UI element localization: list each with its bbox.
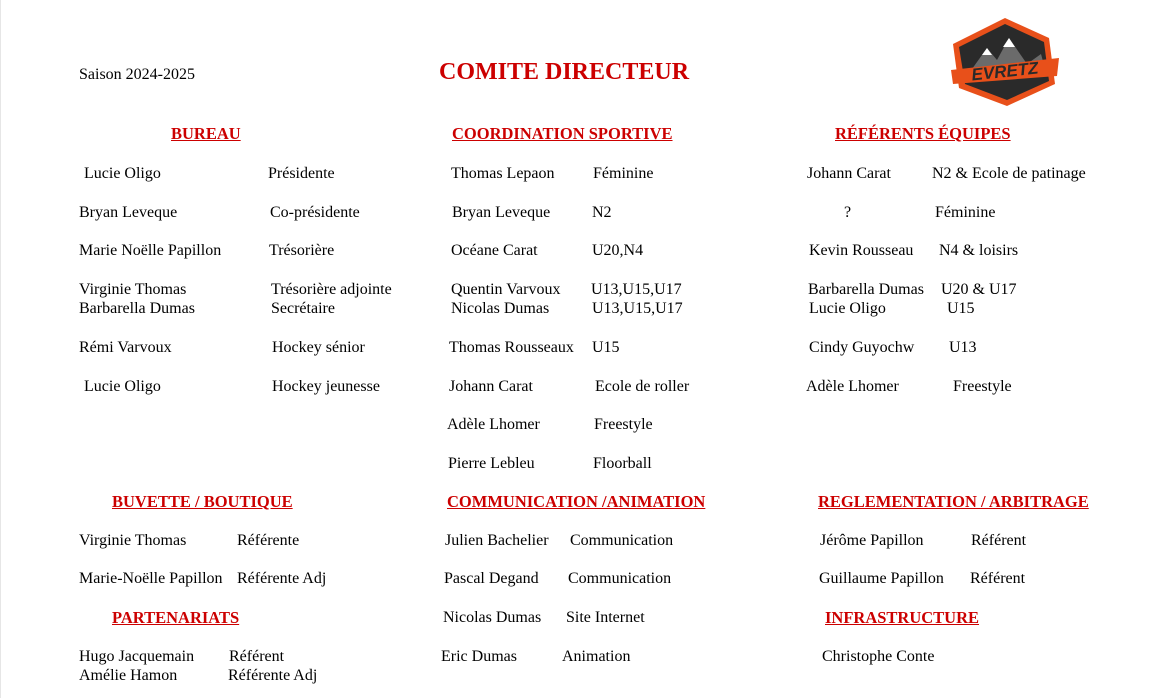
referent-name: Cindy Guyochw: [809, 339, 915, 356]
partenariats-name: Hugo Jacquemain: [79, 648, 195, 665]
communication-name: Eric Dumas: [441, 648, 517, 665]
reglementation-role: Référent: [971, 532, 1027, 549]
bureau-role: Hockey jeunesse: [272, 378, 380, 395]
coordination-name: Thomas Lepaon: [451, 165, 555, 182]
partenariats-heading: PARTENARIATS: [112, 608, 240, 627]
coordination-name: Nicolas Dumas: [451, 300, 550, 317]
partenariats-role: Référent: [229, 648, 285, 665]
buvette-role: Référente Adj: [237, 570, 327, 587]
season-label: Saison 2024-2025: [79, 66, 195, 83]
communication-name: Pascal Degand: [444, 570, 539, 587]
referent-name: Kevin Rousseau: [809, 242, 914, 259]
coordination-heading: COORDINATION SPORTIVE: [452, 124, 673, 143]
bureau-name: Marie Noëlle Papillon: [79, 242, 222, 259]
referents-heading: RÉFÉRENTS ÉQUIPES: [835, 124, 1011, 143]
coordination-role: U20,N4: [592, 242, 644, 259]
coordination-name: Thomas Rousseaux: [449, 339, 574, 356]
communication-name: Julien Bachelier: [445, 532, 549, 549]
coordination-role: U13,U15,U17: [592, 300, 683, 317]
buvette-name: Virginie Thomas: [79, 532, 187, 549]
partenariats-role: Référente Adj: [228, 667, 318, 684]
referent-role: Féminine: [935, 204, 996, 221]
reglementation-heading: REGLEMENTATION / ARBITRAGE: [818, 492, 1089, 511]
infrastructure-name: Christophe Conte: [822, 648, 935, 665]
bureau-role: Hockey sénior: [272, 339, 365, 356]
coordination-name: Johann Carat: [449, 378, 533, 395]
reglementation-name: Guillaume Papillon: [819, 570, 944, 587]
referent-name: ?: [844, 204, 852, 221]
coordination-role: U15: [592, 339, 620, 356]
coordination-name: Pierre Lebleu: [448, 455, 535, 472]
partenariats-name: Amélie Hamon: [79, 667, 178, 684]
referent-role: U13: [949, 339, 977, 356]
communication-role: Communication: [570, 532, 674, 549]
coordination-role: Ecole de roller: [595, 378, 690, 395]
coordination-role: U13,U15,U17: [591, 281, 682, 298]
bureau-role: Trésorière: [269, 242, 335, 259]
communication-name: Nicolas Dumas: [443, 609, 542, 626]
bureau-heading: BUREAU: [171, 124, 241, 143]
referent-role: U20 & U17: [941, 281, 1017, 298]
referent-name: Adèle Lhomer: [806, 378, 899, 395]
referent-name: Barbarella Dumas: [808, 281, 924, 298]
coordination-role: N2: [592, 204, 612, 221]
communication-heading: COMMUNICATION /ANIMATION: [447, 492, 706, 511]
referent-name: Lucie Oligo: [809, 300, 886, 317]
referent-name: Johann Carat: [807, 165, 891, 182]
page-title: COMITE DIRECTEUR: [439, 59, 690, 85]
bureau-role: Co-présidente: [270, 204, 360, 221]
bureau-name: Virginie Thomas: [79, 281, 187, 298]
communication-role: Communication: [568, 570, 672, 587]
reglementation-name: Jérôme Papillon: [820, 532, 924, 549]
coordination-name: Bryan Leveque: [452, 204, 551, 221]
bureau-name: Lucie Oligo: [84, 378, 161, 395]
club-logo: [945, 14, 1065, 110]
bureau-name: Lucie Oligo: [84, 165, 161, 182]
referent-role: N4 & loisirs: [939, 242, 1019, 259]
coordination-name: Océane Carat: [451, 242, 538, 259]
coordination-role: Féminine: [593, 165, 654, 182]
bureau-name: Barbarella Dumas: [79, 300, 195, 317]
bureau-name: Rémi Varvoux: [79, 339, 172, 356]
coordination-name: Quentin Varvoux: [451, 281, 561, 298]
coordination-role: Floorball: [593, 455, 652, 472]
referent-role: Freestyle: [953, 378, 1012, 395]
coordination-name: Adèle Lhomer: [447, 416, 540, 433]
logo-text: EVRETZ: [970, 58, 1040, 85]
communication-role: Animation: [562, 648, 631, 665]
bureau-name: Bryan Leveque: [79, 204, 178, 221]
referent-role: N2 & Ecole de patinage: [932, 165, 1086, 182]
buvette-heading: BUVETTE / BOUTIQUE: [112, 492, 293, 511]
buvette-role: Référente: [237, 532, 300, 549]
bureau-role: Secrétaire: [271, 300, 335, 317]
buvette-name: Marie-Noëlle Papillon: [79, 570, 223, 587]
infrastructure-heading: INFRASTRUCTURE: [825, 608, 980, 627]
bureau-role: Trésorière adjointe: [271, 281, 392, 298]
communication-role: Site Internet: [566, 609, 645, 626]
referent-role: U15: [947, 300, 975, 317]
reglementation-role: Référent: [970, 570, 1026, 587]
bureau-role: Présidente: [268, 165, 335, 182]
coordination-role: Freestyle: [594, 416, 653, 433]
